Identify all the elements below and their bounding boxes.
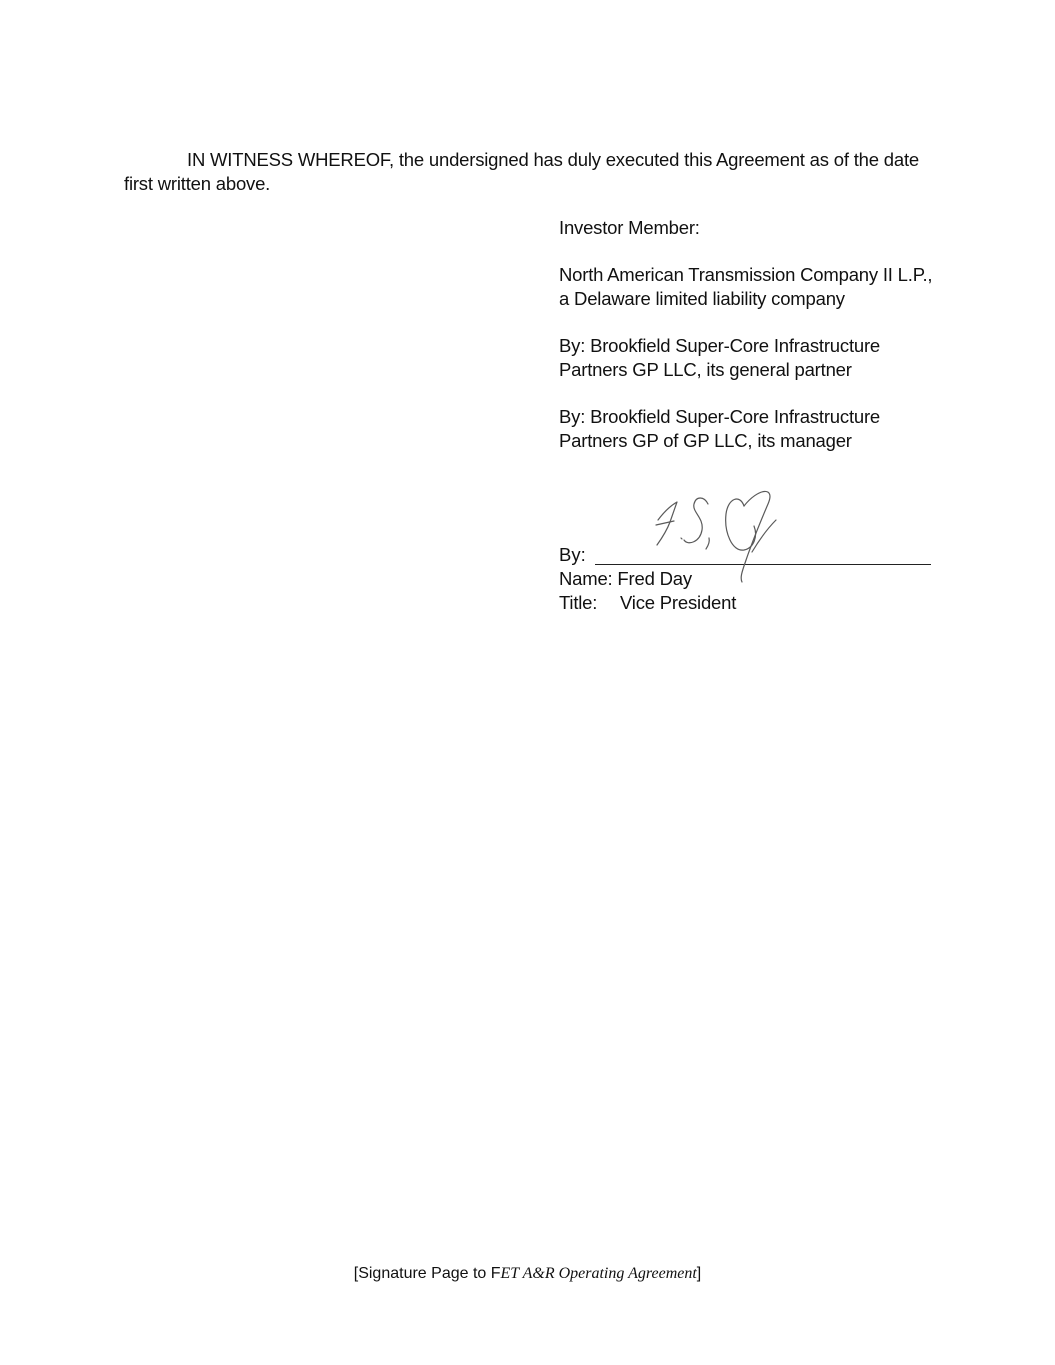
- witness-text: IN WITNESS WHEREOF, the undersigned has duly executed this Agreement as of the date first written above.: [124, 149, 919, 194]
- footer-italic-title: ET A&R Operating Agreement: [500, 1265, 697, 1282]
- name-line: Name: Fred Day: [559, 568, 692, 589]
- footer-open-bracket: [: [353, 1265, 359, 1282]
- page-footer: [0, 1263, 1055, 1285]
- entity-name: North American Transmission Company II L.P., a Delaware limited liability company: [559, 264, 933, 309]
- manager-line: By: Brookfield Super-Core Infrastructure Partners GP of GP LLC, its manager: [559, 406, 881, 451]
- title-value: Vice President: [620, 592, 737, 613]
- signature-block: [559, 216, 939, 453]
- witness-paragraph: [124, 148, 924, 196]
- signatory-details: [559, 567, 939, 615]
- title-label: Title:: [559, 592, 598, 613]
- footer-close-bracket: ]: [696, 1265, 702, 1282]
- general-partner-line: By: Brookfield Super-Core Infrastructure Partners GP LLC, its general partner: [559, 335, 881, 380]
- role-label: Investor Member:: [559, 217, 700, 238]
- by-label: By:: [559, 544, 586, 565]
- footer-prefix: Signature Page to F: [358, 1265, 501, 1282]
- title-line: [559, 591, 939, 615]
